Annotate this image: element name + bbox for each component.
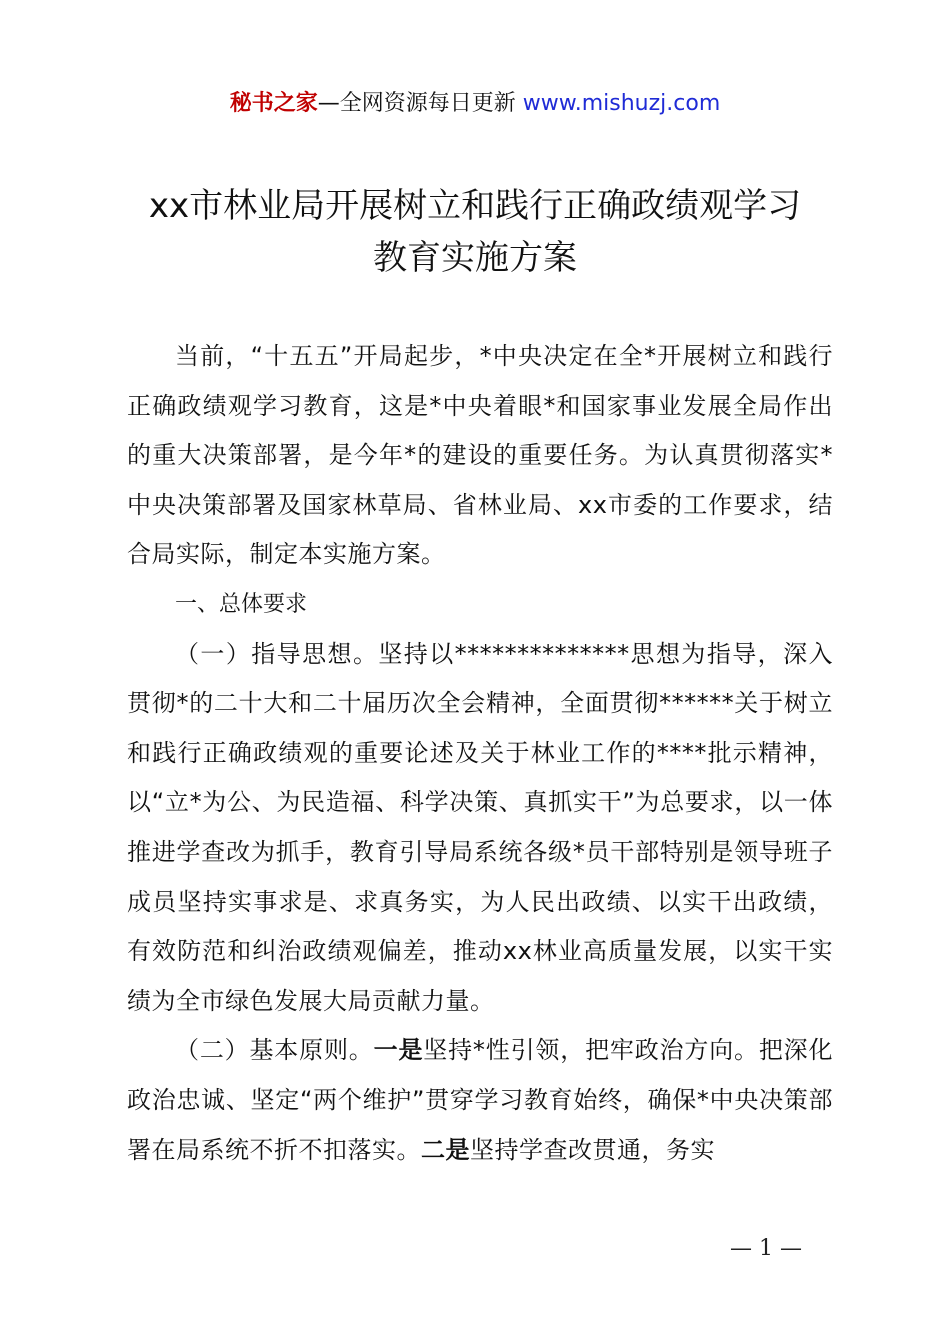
title-line-1: xx市林业局开展树立和践行正确政绩观学习 — [148, 186, 802, 226]
site-url-link[interactable]: www.mishuzj.com — [522, 91, 721, 116]
intro-paragraph: 当前，“十五五”开局起步，*中央决定在全*开展树立和践行正确政绩观学习教育，这是*中央着眼*和国家事业发展全局作出的重大决策部署，是今年*的建设的重要任务。为认真贯彻落实*中央决策部署及国家林草局、省林业局、xx市委的工作要求，结合局实际，制定本实施方案。 — [127, 342, 833, 569]
site-header — [0, 88, 950, 120]
brand-name: 秘书之家 — [229, 91, 318, 116]
principle-1-label: 一是 — [373, 1036, 424, 1065]
document-title — [0, 182, 950, 282]
principles-lead: （二）基本原则。 — [175, 1036, 374, 1065]
page-number: — 1 — — [730, 1236, 802, 1261]
guiding-thought-paragraph: （一）指导思想。坚持以**************思想为指导，深入贯彻*的二十大和二十届历次全会精神，全面贯彻******关于树立和践行正确政绩观的重要论述及关于林业工作的****批示精神，以“立*为公、为民造福、科学决策、真抓实干”为总要求，以一体推进学查改为抓手，教育引导局系统各级*员干部特别是领导班子成员坚持实事求是、求真务实，为人民出政绩、以实干出政绩，有效防范和纠治政绩观偏差，推动xx林业高质量发展，以实干实绩为全市绿色发展大局贡献力量。 — [127, 639, 833, 1015]
principle-2-text: 坚持学查改贯通，务实 — [470, 1135, 715, 1164]
title-line-2: 教育实施方案 — [373, 238, 577, 278]
header-tagline: —全网资源每日更新 — [317, 91, 523, 116]
basic-principles-paragraph — [127, 1026, 833, 1175]
document-body — [127, 332, 833, 1175]
principle-2-label: 二是 — [421, 1135, 470, 1164]
principle-1-text: 坚持*性引领，把牢政治方向。把深化政治忠诚、坚定“两个维护”贯穿学习教育始终，确保*中央决策部署在局系统不折不扣落实。 — [127, 1036, 834, 1164]
section-heading: 一、总体要求 — [175, 591, 308, 617]
